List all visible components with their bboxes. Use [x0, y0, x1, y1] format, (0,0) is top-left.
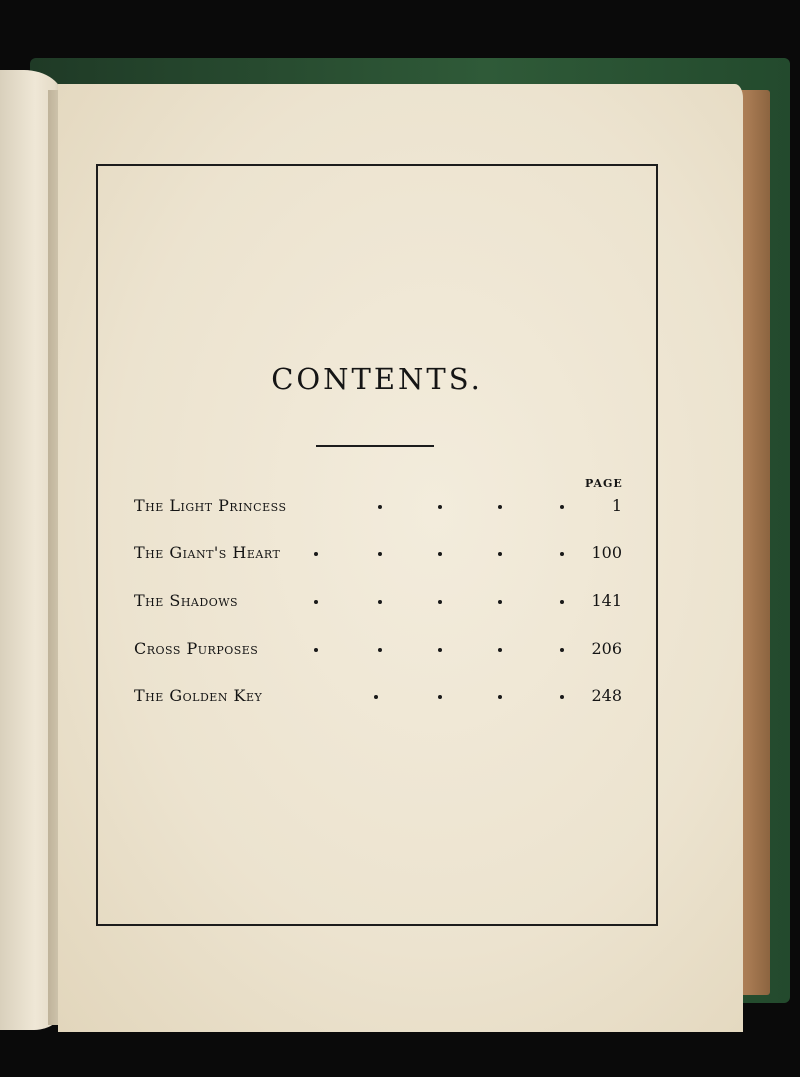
- leader-dot: [378, 505, 382, 509]
- toc-entry-title: The Shadows: [134, 591, 239, 610]
- leader-dot: [438, 505, 442, 509]
- leader-dot: [438, 648, 442, 652]
- leader-dot: [314, 600, 318, 604]
- toc-entry-page: 141: [591, 591, 622, 610]
- leader-dot: [374, 695, 378, 699]
- leader-dot: [560, 600, 564, 604]
- toc-entry-page: 206: [591, 639, 622, 658]
- toc-entry: [134, 639, 622, 663]
- leader-dot: [498, 648, 502, 652]
- leader-dot: [560, 552, 564, 556]
- toc-entry-title: The Golden Key: [134, 686, 263, 705]
- toc-entry: [134, 591, 622, 615]
- leader-dot: [560, 648, 564, 652]
- leader-dot: [498, 695, 502, 699]
- leader-dot: [498, 600, 502, 604]
- toc-entry-page: 248: [591, 686, 622, 705]
- toc-entry-page: 1: [611, 496, 622, 515]
- leader-dot: [560, 695, 564, 699]
- contents-title: CONTENTS.: [271, 362, 483, 396]
- leader-dot: [438, 552, 442, 556]
- toc-entry-title: The Light Princess: [134, 496, 287, 515]
- leader-dot: [438, 600, 442, 604]
- leader-dot: [498, 552, 502, 556]
- leader-dot: [378, 552, 382, 556]
- leader-dot: [438, 695, 442, 699]
- toc-entry: [134, 496, 622, 520]
- toc-entry-title: The Giant's Heart: [134, 543, 281, 562]
- leader-dot: [560, 505, 564, 509]
- toc-entry-title: Cross Purposes: [134, 639, 259, 658]
- page-column-header: PAGE: [585, 477, 623, 490]
- leader-dot: [378, 600, 382, 604]
- title-rule: [316, 445, 434, 447]
- leader-dot: [378, 648, 382, 652]
- leader-dot: [314, 552, 318, 556]
- toc-entry: [134, 686, 622, 710]
- leader-dot: [498, 505, 502, 509]
- toc-entry-page: 100: [591, 543, 622, 562]
- toc-entry: [134, 543, 622, 567]
- leader-dot: [314, 648, 318, 652]
